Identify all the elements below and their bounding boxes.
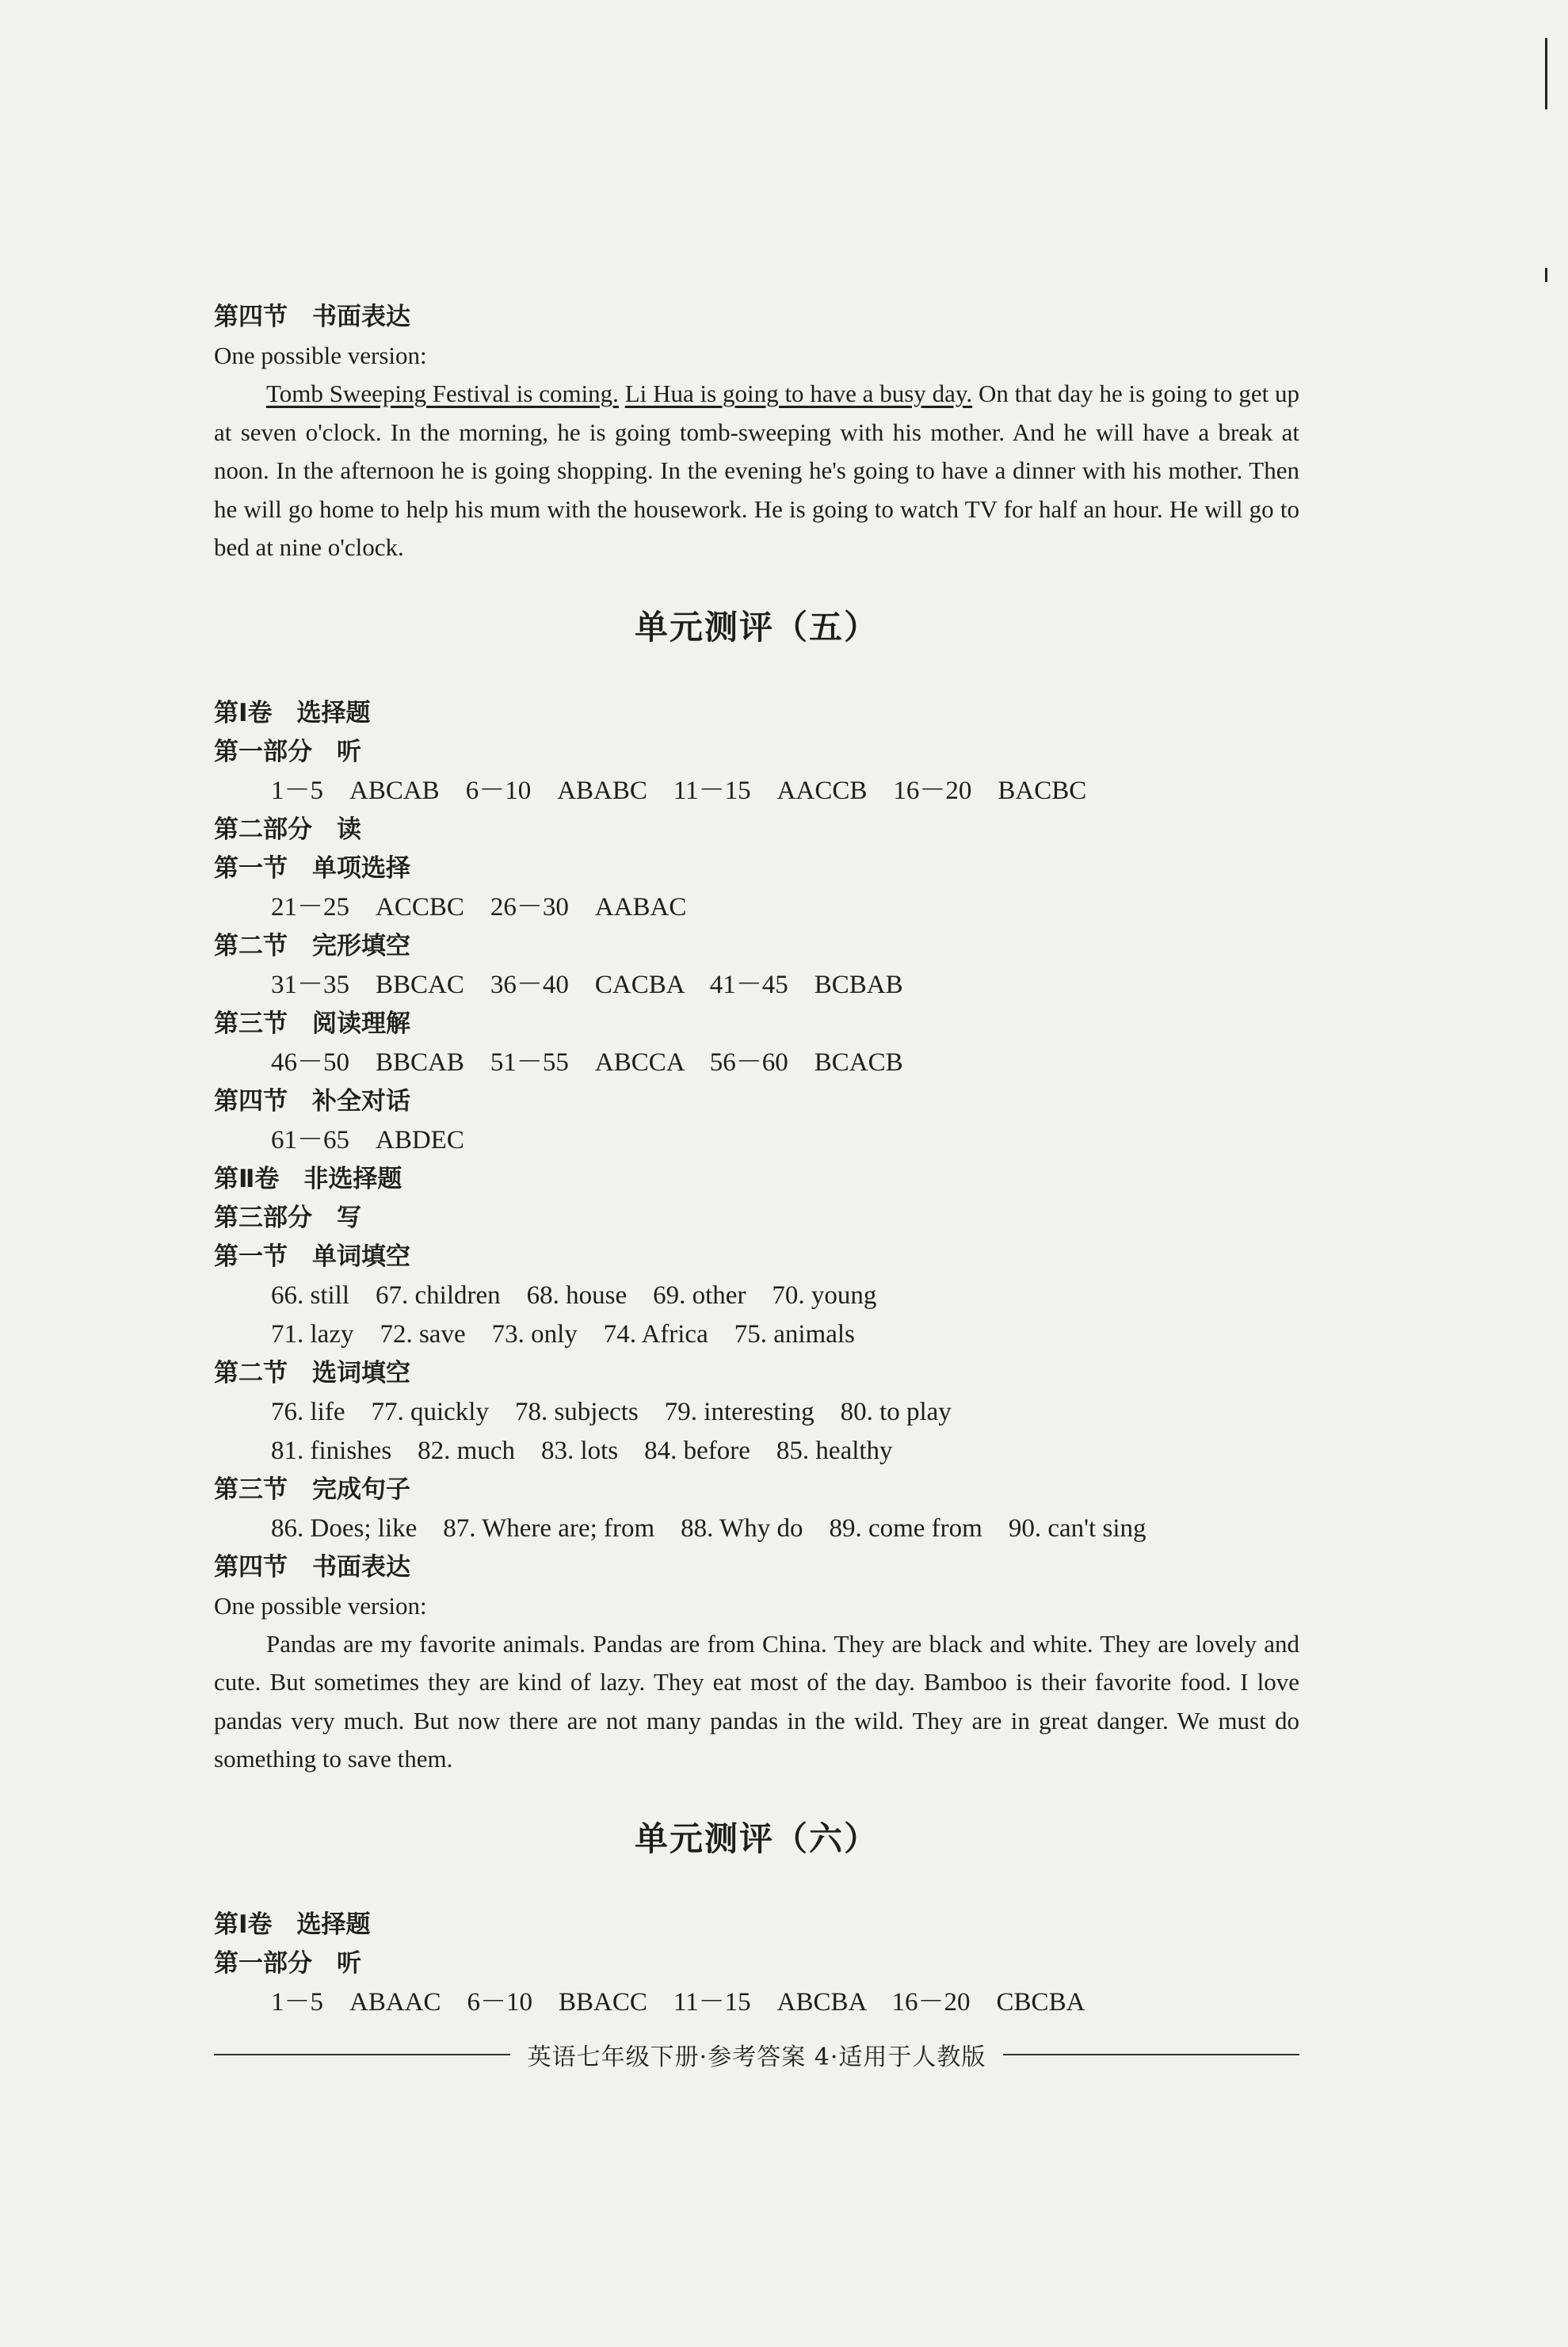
footer-rule-right [1003,2054,1299,2055]
page-footer [214,2035,1299,2074]
section-heading: 第三节 完成句子 [214,1475,410,1504]
section-heading: 第一节 单项选择 [214,853,410,883]
volume-heading: 第Ⅰ卷 选择题 [214,1910,371,1939]
section-heading: 第一节 单词填空 [214,1242,410,1271]
underlined-sentence: Li Hua is going to have a busy day. [624,380,973,407]
scan-edge-mark [1545,268,1547,282]
answer-line: 31－35 BBCAC 36－40 CACBA 41－45 BCBAB [271,970,903,999]
part-heading: 第三部分 写 [214,1203,361,1232]
section-heading: 第四节 书面表达 [214,303,410,331]
answer-line: 61－65 ABDEC [271,1125,464,1154]
unit-title: 单元测评（六） [634,1818,879,1858]
footer-rule-left [214,2054,510,2055]
section-heading: 第四节 书面表达 [214,1552,410,1582]
version-label: One possible version: [214,342,427,369]
answer-line: 1－5 ABAAC 6－10 BBACC 11－15 ABCBA 16－20 CBCBA [271,1987,1085,2017]
volume-heading: 第Ⅰ卷 选择题 [214,698,371,727]
answer-line: 66. still 67. children 68. house 69. other 70. young [271,1280,877,1310]
essay-text: On that day he is going to get up at seven o'clock. In the morning, he is going tomb-sweeping with his mother. And he will have a break at noon. In the afternoon he is going shopping. In the evening he's going to have a dinner with his mother. Then he will go home to help his mum with the housework. He is going to watch TV for half an hour. He will go to bed at nine o'clock. [214,380,1300,561]
essay-paragraph: Pandas are my favorite animals. Pandas are from China. They are black and white. They are lovely and cute. But sometimes they are kind of lazy. They eat most of the day. Bamboo is their favorite food. I love pandas very much. But now there are not many pandas in the wild. They are in great danger. We must do something to save them. [214,1629,1299,1773]
section-heading: 第三节 阅读理解 [214,1009,410,1038]
part-heading: 第二部分 读 [214,815,361,844]
unit-title: 单元测评（五） [634,607,879,647]
underlined-sentence: Tomb Sweeping Festival is coming. [266,380,619,407]
scan-edge-mark [1545,38,1547,109]
answer-line: 81. finishes 82. much 83. lots 84. before 85. healthy [271,1436,893,1465]
page-content [214,298,1299,2022]
version-label: One possible version: [214,1591,427,1620]
essay-paragraph [214,375,1299,567]
section-heading: 第四节 补全对话 [214,1086,410,1116]
answer-line: 1－5 ABCAB 6－10 ABABC 11－15 AACCB 16－20 BACBC [271,776,1087,805]
answer-line: 76. life 77. quickly 78. subjects 79. interesting 80. to play [271,1397,952,1426]
section-heading: 第二节 选词填空 [214,1358,410,1387]
section-heading: 第二节 完形填空 [214,931,410,960]
answer-line: 71. lazy 72. save 73. only 74. Africa 75. animals [271,1319,855,1349]
answer-line: 21－25 ACCBC 26－30 AABAC [271,892,687,922]
part-heading: 第一部分 听 [214,737,361,766]
volume-heading: 第Ⅱ卷 非选择题 [214,1164,402,1193]
footer-text: 英语七年级下册·参考答案 4·适用于人教版 [527,2044,986,2071]
answer-line: 46－50 BBCAB 51－55 ABCCA 56－60 BCACB [271,1048,903,1077]
part-heading: 第一部分 听 [214,1948,361,1978]
answer-line: 86. Does; like 87. Where are; from 88. Why do 89. come from 90. can't sing [271,1513,1146,1543]
